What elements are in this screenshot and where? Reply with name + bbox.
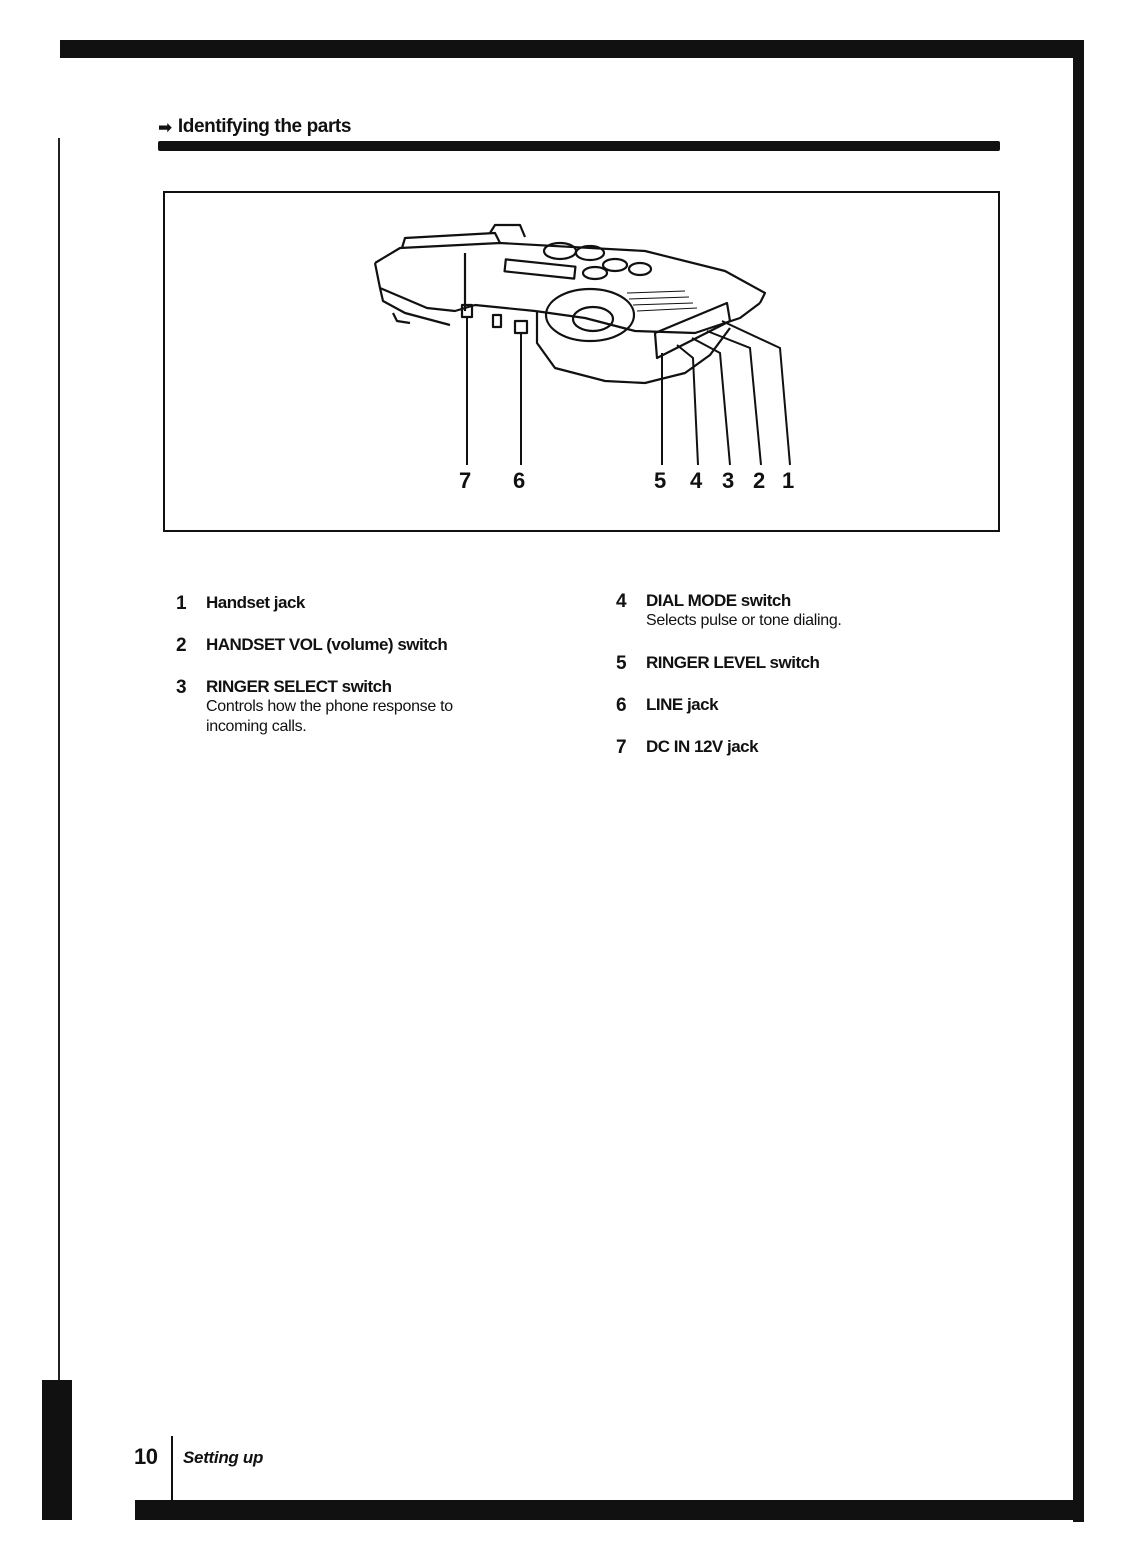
part-label: HANDSET VOL (volume) switch: [206, 635, 448, 654]
part-item: [616, 695, 1016, 715]
bottom-border-bar: [135, 1500, 1084, 1520]
part-label: RINGER LEVEL switch: [646, 653, 820, 672]
left-border-line: [58, 138, 60, 1383]
part-description: Selects pulse or tone dialing.: [646, 612, 842, 629]
part-item: [176, 593, 556, 613]
section-rule: [158, 141, 1000, 151]
phone-body-outline: [375, 225, 765, 383]
part-item: [616, 591, 1016, 631]
footer-section-label: Setting up: [183, 1448, 264, 1467]
part-number: 1: [176, 593, 187, 614]
parts-list-left: [176, 593, 556, 759]
arrow-right-icon: ➡: [158, 117, 172, 137]
callout-6: 6: [513, 468, 526, 493]
part-label: LINE jack: [646, 695, 719, 714]
phone-illustration: [165, 193, 998, 530]
footer-divider: [171, 1436, 173, 1502]
part-number: 5: [616, 653, 627, 674]
part-label: DC IN 12V jack: [646, 737, 759, 756]
top-border-bar: [60, 40, 1084, 58]
part-number: 4: [616, 591, 627, 612]
callout-4: 4: [690, 468, 703, 493]
part-number: 2: [176, 635, 187, 656]
part-number: 6: [616, 695, 627, 716]
phone-diagram-figure: [163, 191, 1000, 532]
callout-numbers: [459, 468, 794, 493]
parts-list-right: [616, 591, 1016, 779]
callout-2: 2: [753, 468, 766, 493]
callout-leader-lines: [467, 317, 790, 465]
part-label: Handset jack: [206, 593, 305, 612]
part-item: [176, 635, 556, 655]
part-number: 7: [616, 737, 627, 758]
page-number: 10: [134, 1444, 158, 1469]
section-heading: [158, 116, 351, 138]
part-item: [616, 737, 1016, 757]
part-description: Controls how the phone response to incoming calls.: [206, 698, 453, 735]
part-item: [176, 677, 556, 737]
part-label: DIAL MODE switch: [646, 591, 791, 610]
callout-5: 5: [654, 468, 667, 493]
part-item: [616, 653, 1016, 673]
callout-7: 7: [459, 468, 472, 493]
part-label: RINGER SELECT switch: [206, 677, 392, 696]
left-border-bar: [42, 1380, 72, 1520]
section-title-text: Identifying the parts: [177, 116, 352, 137]
part-number: 3: [176, 677, 187, 698]
callout-1: 1: [782, 468, 795, 493]
right-border-bar: [1073, 50, 1084, 1522]
callout-3: 3: [722, 468, 735, 493]
